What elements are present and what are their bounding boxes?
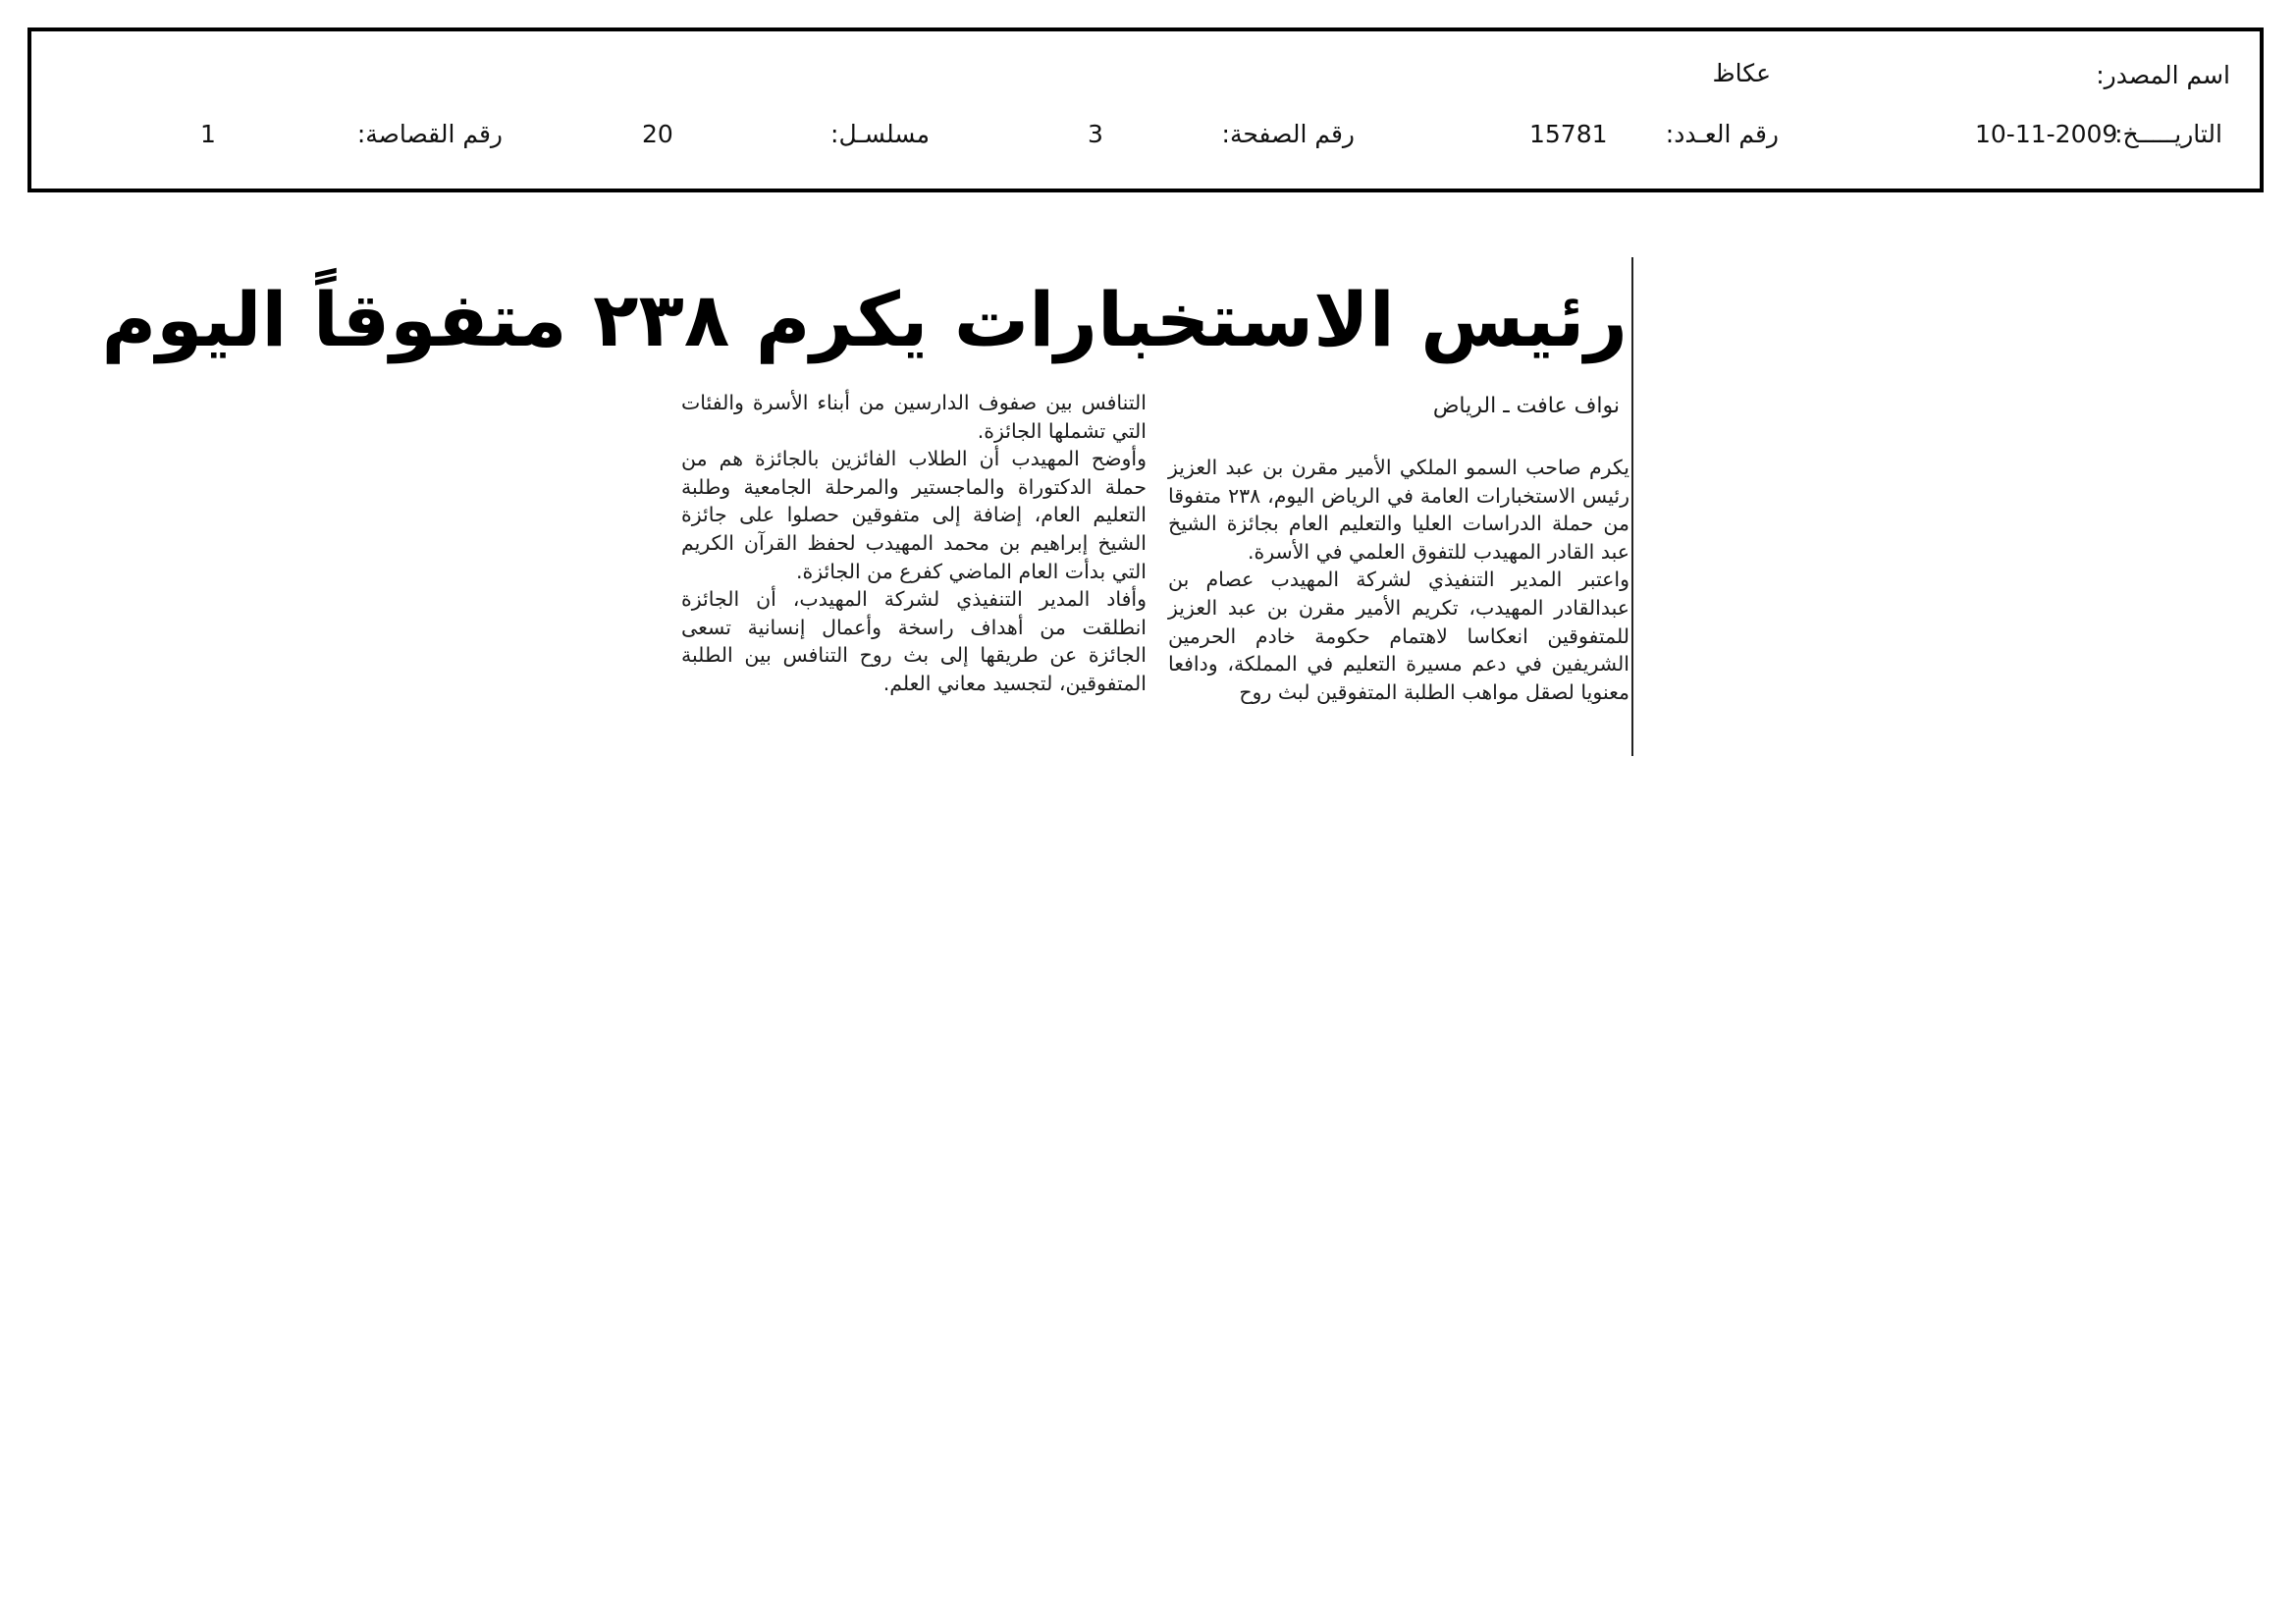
article-column-left bbox=[681, 389, 1147, 698]
article-headline: رئيس الاستخبارات يكرم ٢٣٨ متفوقاً اليوم bbox=[101, 276, 1628, 363]
serial-label: مسلسـل: bbox=[830, 120, 930, 148]
date-label: التاريـــــخ: bbox=[2114, 120, 2222, 148]
page-value: 3 bbox=[1088, 120, 1103, 148]
source-label: اسم المصدر: bbox=[2096, 61, 2230, 89]
issue-value: 15781 bbox=[1529, 120, 1608, 148]
article-byline: نواف عافت ـ الرياض bbox=[1432, 394, 1620, 418]
clip-number-label: رقم القصاصة: bbox=[356, 120, 503, 148]
paragraph: يكرم صاحب السمو الملكي الأمير مقرن بن عبد العزيز رئيس الاستخبارات العامة في الرياض اليوم، ٢٣٨ متفوقا من حملة الدراسات العليا والتعليم العام بجائزة الشيخ عبد القادر المهيدب للتفوق العلمي في الأسرة. bbox=[1168, 456, 1629, 564]
source-value: عكاظ bbox=[1712, 59, 1771, 87]
newspaper-clipping bbox=[101, 257, 1639, 758]
paragraph: وأوضح المهيدب أن الطلاب الفائزين بالجائزة هم من حملة الدكتوراة والماجستير والمرحلة الجامعية وطلبة التعليم العام، إضافة إلى متفوقين حصلوا على جائزة الشيخ إبراهيم بن محمد المهيدب لحفظ القرآن الكريم التي بدأت العام الماضي كفرع من الجائزة. bbox=[681, 447, 1147, 583]
paragraph: واعتبر المدير التنفيذي لشركة المهيدب عصام بن عبدالقادر المهيدب، تكريم الأمير مقرن بن عبد العزيز للمتفوقين انعكاسا لاهتمام حكومة خادم الحرمين الشريفين في دعم مسيرة التعليم في المملكة، ودافعا معنويا لصقل مواهب الطلبة المتفوقين لبث روح bbox=[1168, 568, 1629, 704]
article-column-right bbox=[1168, 454, 1629, 706]
paragraph: التنافس بين صفوف الدارسين من أبناء الأسرة والفئات التي تشملها الجائزة. bbox=[681, 391, 1147, 443]
column-rule bbox=[1631, 257, 1633, 756]
page-label: رقم الصفحة: bbox=[1221, 120, 1355, 148]
paragraph: وأفاد المدير التنفيذي لشركة المهيدب، أن الجائزة انطلقت من أهداف راسخة وأعمال إنسانية تسعى الجائزة عن طريقها إلى بث روح التنافس بين الطلبة المتفوقين، لتجسيد معاني العلم. bbox=[681, 587, 1147, 695]
date-value: 10-11-2009 bbox=[1975, 120, 2118, 148]
clipping-header-box bbox=[27, 27, 2264, 192]
issue-label: رقم العـدد: bbox=[1665, 120, 1779, 148]
clip-number-value: 1 bbox=[200, 120, 216, 148]
serial-value: 20 bbox=[642, 120, 673, 148]
